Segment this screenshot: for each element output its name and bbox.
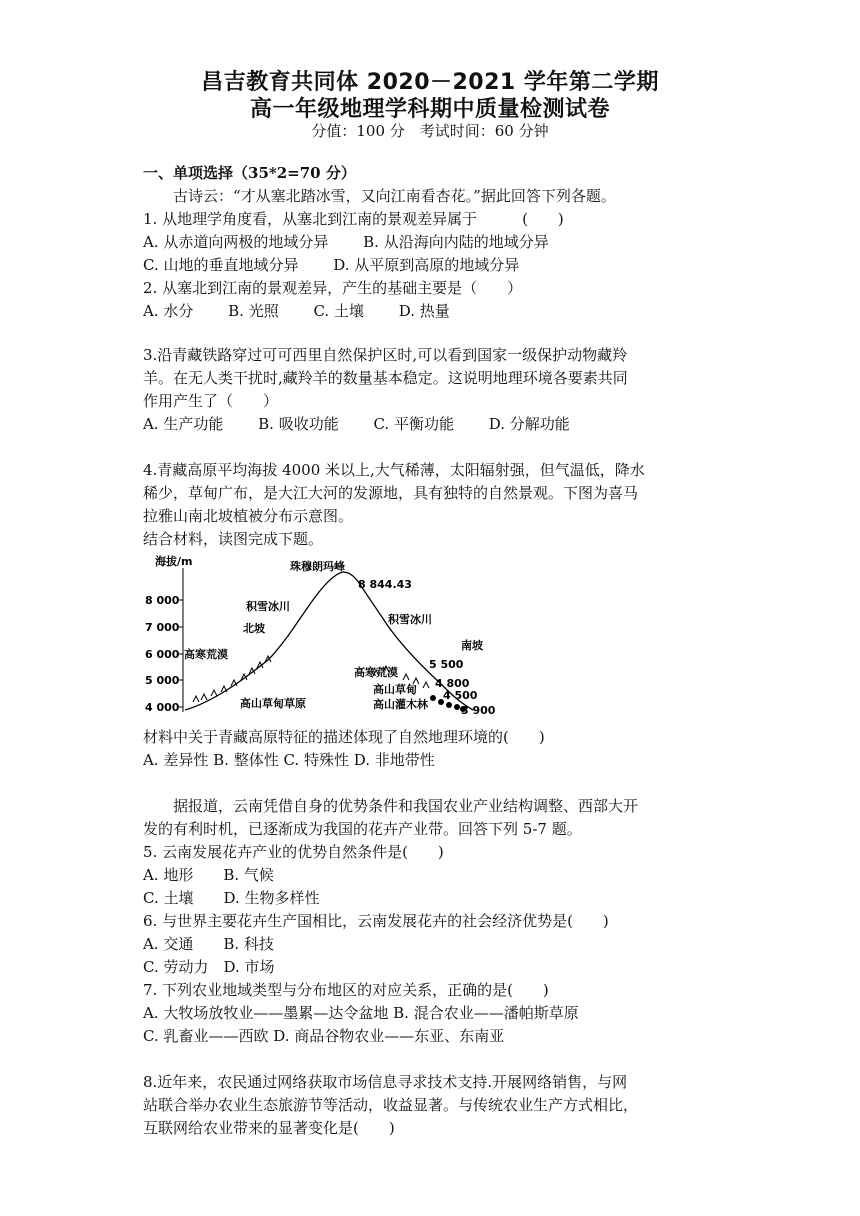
q2-options: A. 水分 B. 光照 C. 土壤 D. 热量 bbox=[143, 302, 450, 320]
y-tick: 7 000 bbox=[145, 621, 180, 634]
mountain-profile bbox=[185, 572, 473, 710]
question-8: 8.近年来，农民通过网络获取市场信息寻求技术支持.开展网络销售，与网 bbox=[143, 1073, 628, 1091]
y-tick: 8 000 bbox=[145, 594, 180, 607]
q5-options-ab: A. 地形 B. 气候 bbox=[143, 866, 274, 884]
q1-options-cd: C. 山地的垂直地域分异 D. 从平原到高原的地域分异 bbox=[143, 256, 520, 274]
north-meadow-label: 高山草甸草原 bbox=[240, 697, 306, 710]
y-axis-label: 海拔/m bbox=[155, 555, 193, 568]
himalaya-vegetation-figure bbox=[143, 552, 523, 727]
exam-title-line1: 昌吉教育共同体 2020－2021 学年第二学期 bbox=[201, 70, 659, 95]
q6-options-ab: A. 交通 B. 科技 bbox=[143, 935, 274, 953]
text-line: 站联合举办农业生态旅游节等活动，收益显著。与传统农业生产方式相比， bbox=[143, 1096, 639, 1114]
exam-title-line2: 高一年级地理学科期中质量检测试卷 bbox=[249, 97, 610, 122]
q3-options: A. 生产功能 B. 吸收功能 C. 平衡功能 D. 分解功能 bbox=[143, 415, 570, 433]
south-meadow-label: 高山草甸 bbox=[373, 683, 417, 696]
question-2: 2. 从塞北到江南的景观差异，产生的基础主要是（ ） bbox=[143, 279, 523, 297]
question-6: 6. 与世界主要花卉生产国相比，云南发展花卉的社会经济优势是( ) bbox=[143, 912, 609, 930]
question-7: 7. 下列农业地域类型与分布地区的对应关系，正确的是( ) bbox=[143, 981, 549, 999]
height-4800: 4 800 bbox=[435, 677, 470, 690]
south-desert-label: 高寒荒漠 bbox=[354, 666, 398, 679]
q5-options-cd: C. 土壤 D. 生物多样性 bbox=[143, 889, 320, 907]
y-tick: 6 000 bbox=[145, 648, 180, 661]
north-glacier-label: 积雪冰川 bbox=[246, 600, 290, 613]
question-5: 5. 云南发展花卉产业的优势自然条件是( ) bbox=[143, 843, 444, 861]
question-3: 3.沿青藏铁路穿过可可西里自然保护区时,可以看到国家一级保护动物藏羚 bbox=[143, 346, 628, 364]
q7-options-ab: A. 大牧场放牧业——墨累—达令盆地 B. 混合农业——潘帕斯草原 bbox=[143, 1004, 579, 1022]
text-line: 互联网给农业带来的显著变化是( ) bbox=[143, 1119, 395, 1137]
question-1: 1. 从地理学角度看，从塞北到江南的景观差异属于 ( ) bbox=[143, 210, 564, 228]
text-line: 据报道，云南凭借自身的优势条件和我国农业产业结构调整、西部大开 bbox=[143, 797, 639, 815]
north-desert-label: 高寒荒漠 bbox=[184, 648, 228, 661]
south-glacier-label: 积雪冰川 bbox=[388, 613, 432, 626]
south-shrub-label: 高山灌木林 bbox=[373, 698, 428, 711]
q6-options-cd: C. 劳动力 D. 市场 bbox=[143, 958, 275, 976]
y-tick: 4 000 bbox=[145, 701, 180, 714]
q4-options: A. 差异性 B. 整体性 C. 特殊性 D. 非地带性 bbox=[143, 751, 435, 769]
height-3900: 3 900 bbox=[461, 704, 496, 717]
section-heading: 一、单项选择（35*2=70 分） bbox=[143, 164, 356, 182]
exam-meta: 分值：100 分 考试时间：60 分钟 bbox=[311, 122, 549, 140]
south-slope-label: 南坡 bbox=[461, 639, 483, 652]
peak-height: 8 844.43 bbox=[358, 578, 412, 591]
text-line: 古诗云：“才从塞北踏冰雪，又向江南看杏花。”据此回答下列各题。 bbox=[143, 187, 616, 205]
peak-label: 珠穆朗玛峰 bbox=[290, 560, 345, 573]
q1-options-ab: A. 从赤道向两极的地域分异 B. 从沿海向内陆的地域分异 bbox=[143, 233, 549, 251]
text-line: 羊。在无人类干扰时,藏羚羊的数量基本稳定。这说明地理环境各要素共同 bbox=[143, 369, 628, 387]
text-line: 结合材料，读图完成下题。 bbox=[143, 530, 324, 548]
height-4500: 4 500 bbox=[443, 689, 478, 702]
text-line: 拉雅山南北坡植被分布示意图。 bbox=[143, 507, 354, 525]
y-tick: 5 000 bbox=[145, 674, 180, 687]
height-5500: 5 500 bbox=[429, 658, 464, 671]
text-line: 发的有利时机，已逐渐成为我国的花卉产业带。回答下列 5-7 题。 bbox=[143, 820, 582, 838]
question-4: 4.青藏高原平均海拔 4000 米以上,大气稀薄，太阳辐射强，但气温低，降水 bbox=[143, 461, 645, 479]
q7-options-cd: C. 乳畜业——西欧 D. 商品谷物农业——东亚、东南亚 bbox=[143, 1027, 505, 1045]
text-line: 稀少，草甸广布，是大江大河的发源地，具有独特的自然景观。下图为喜马 bbox=[143, 484, 639, 502]
text-line: 作用产生了（ ） bbox=[143, 392, 279, 410]
question-4-stem: 材料中关于青藏高原特征的描述体现了自然地理环境的( ) bbox=[143, 728, 545, 746]
north-slope-label: 北坡 bbox=[243, 622, 265, 635]
